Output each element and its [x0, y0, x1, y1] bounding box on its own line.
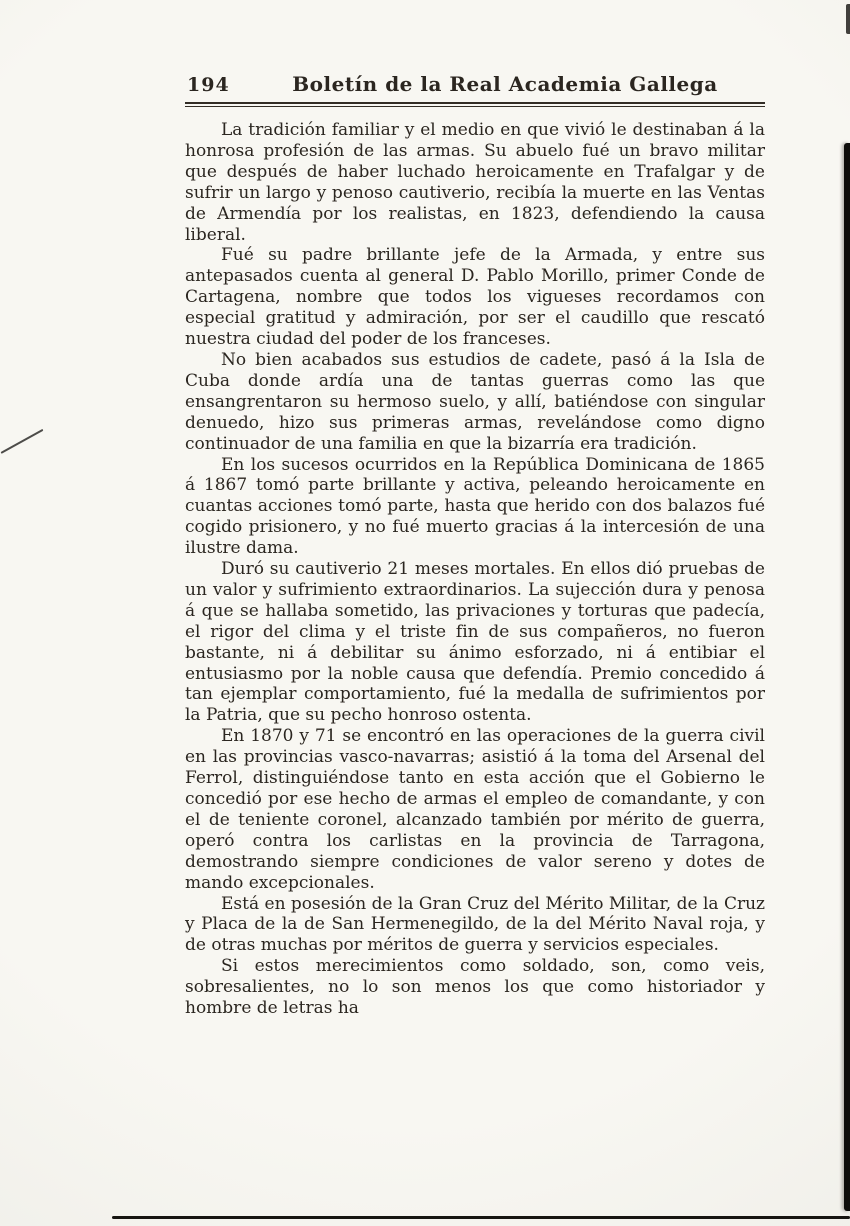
page-number: 194 [187, 74, 230, 96]
paragraph: No bien acabados sus estudios de cadete, pasó á la Isla de Cuba donde ardía una de tantas guerras como las que ensangrentaron su hermoso suelo, y allí, batiéndose con singular denuedo, hizo sus primeras armas, revelándose como digno continuador de una familia en que la bizarría era tradición. [185, 349, 765, 454]
page-header [185, 72, 765, 98]
paragraph: Está en posesión de la Gran Cruz del Mérito Militar, de la Cruz y Placa de la de San Hermenegildo, de la del Mérito Naval roja, y de otras muchas por méritos de guerra y servicios especiales. [185, 893, 765, 956]
paragraph: La tradición familiar y el medio en que vivió le destinaban á la honrosa profesión de las armas. Su abuelo fué un bravo militar que después de haber luchado heroicamente en Trafalgar y de sufrir un largo y penoso cautiverio, recibía la muerte en las Ventas de Armendía por los realistas, en 1823, defendiendo la causa liberal. [185, 120, 765, 245]
running-title: Boletín de la Real Academia Gallega [292, 72, 718, 96]
text-block [185, 72, 765, 1019]
paragraph: Duró su cautiverio 21 meses mortales. En ellos dió pruebas de un valor y sufrimiento extraordinarios. La sujección dura y penosa á que se hallaba sometido, las privaciones y torturas que padecía, el rigor del clima y el triste fin de sus compañeros, no fueron bastante, ni á debilitar su ánimo esforzado, ni á entibiar el entusiasmo por la noble causa que defendía. Premio concedido á tan ejemplar comportamiento, fué la medalla de sufrimientos por la Patria, que su pecho honroso ostenta. [185, 559, 765, 726]
paragraph: En 1870 y 71 se encontró en las operaciones de la guerra civil en las provincias vasco-navarras; asistió á la toma del Arsenal del Ferrol, distinguiéndose tanto en esta acción que el Gobierno le concedió por ese hecho de armas el empleo de comandante, y con el de teniente coronel, alcanzado también por mérito de guerra, operó contra los carlistas en la provincia de Tarragona, demostrando siempre condiciones de valor sereno y dotes de mando excepcionales. [185, 726, 765, 893]
body-text [185, 120, 765, 1019]
scan-edge-mark [846, 4, 850, 34]
header-double-rule [185, 102, 765, 107]
scan-bottom-edge [112, 1216, 850, 1219]
handwritten-slash-mark [1, 429, 44, 454]
scan-binding-shadow [844, 143, 850, 1211]
paragraph: En los sucesos ocurridos en la República Dominicana de 1865 á 1867 tomó parte brillante y activa, peleando heroicamente en cuantas acciones tomó parte, hasta que herido con dos balazos fué cogido prisionero, y no fué muerto gracias á la intercesión de una ilustre dama. [185, 454, 765, 559]
paragraph: Si estos merecimientos como soldado, son, como veis, sobresalientes, no lo son menos los que como historiador y hombre de letras ha [185, 956, 765, 1019]
paragraph: Fué su padre brillante jefe de la Armada, y entre sus antepasados cuenta al general D. Pablo Morillo, primer Conde de Cartagena, nombre que todos los vigueses recordamos con especial gratitud y admiración, por ser el caudillo que rescató nuestra ciudad del poder de los franceses. [185, 245, 765, 350]
